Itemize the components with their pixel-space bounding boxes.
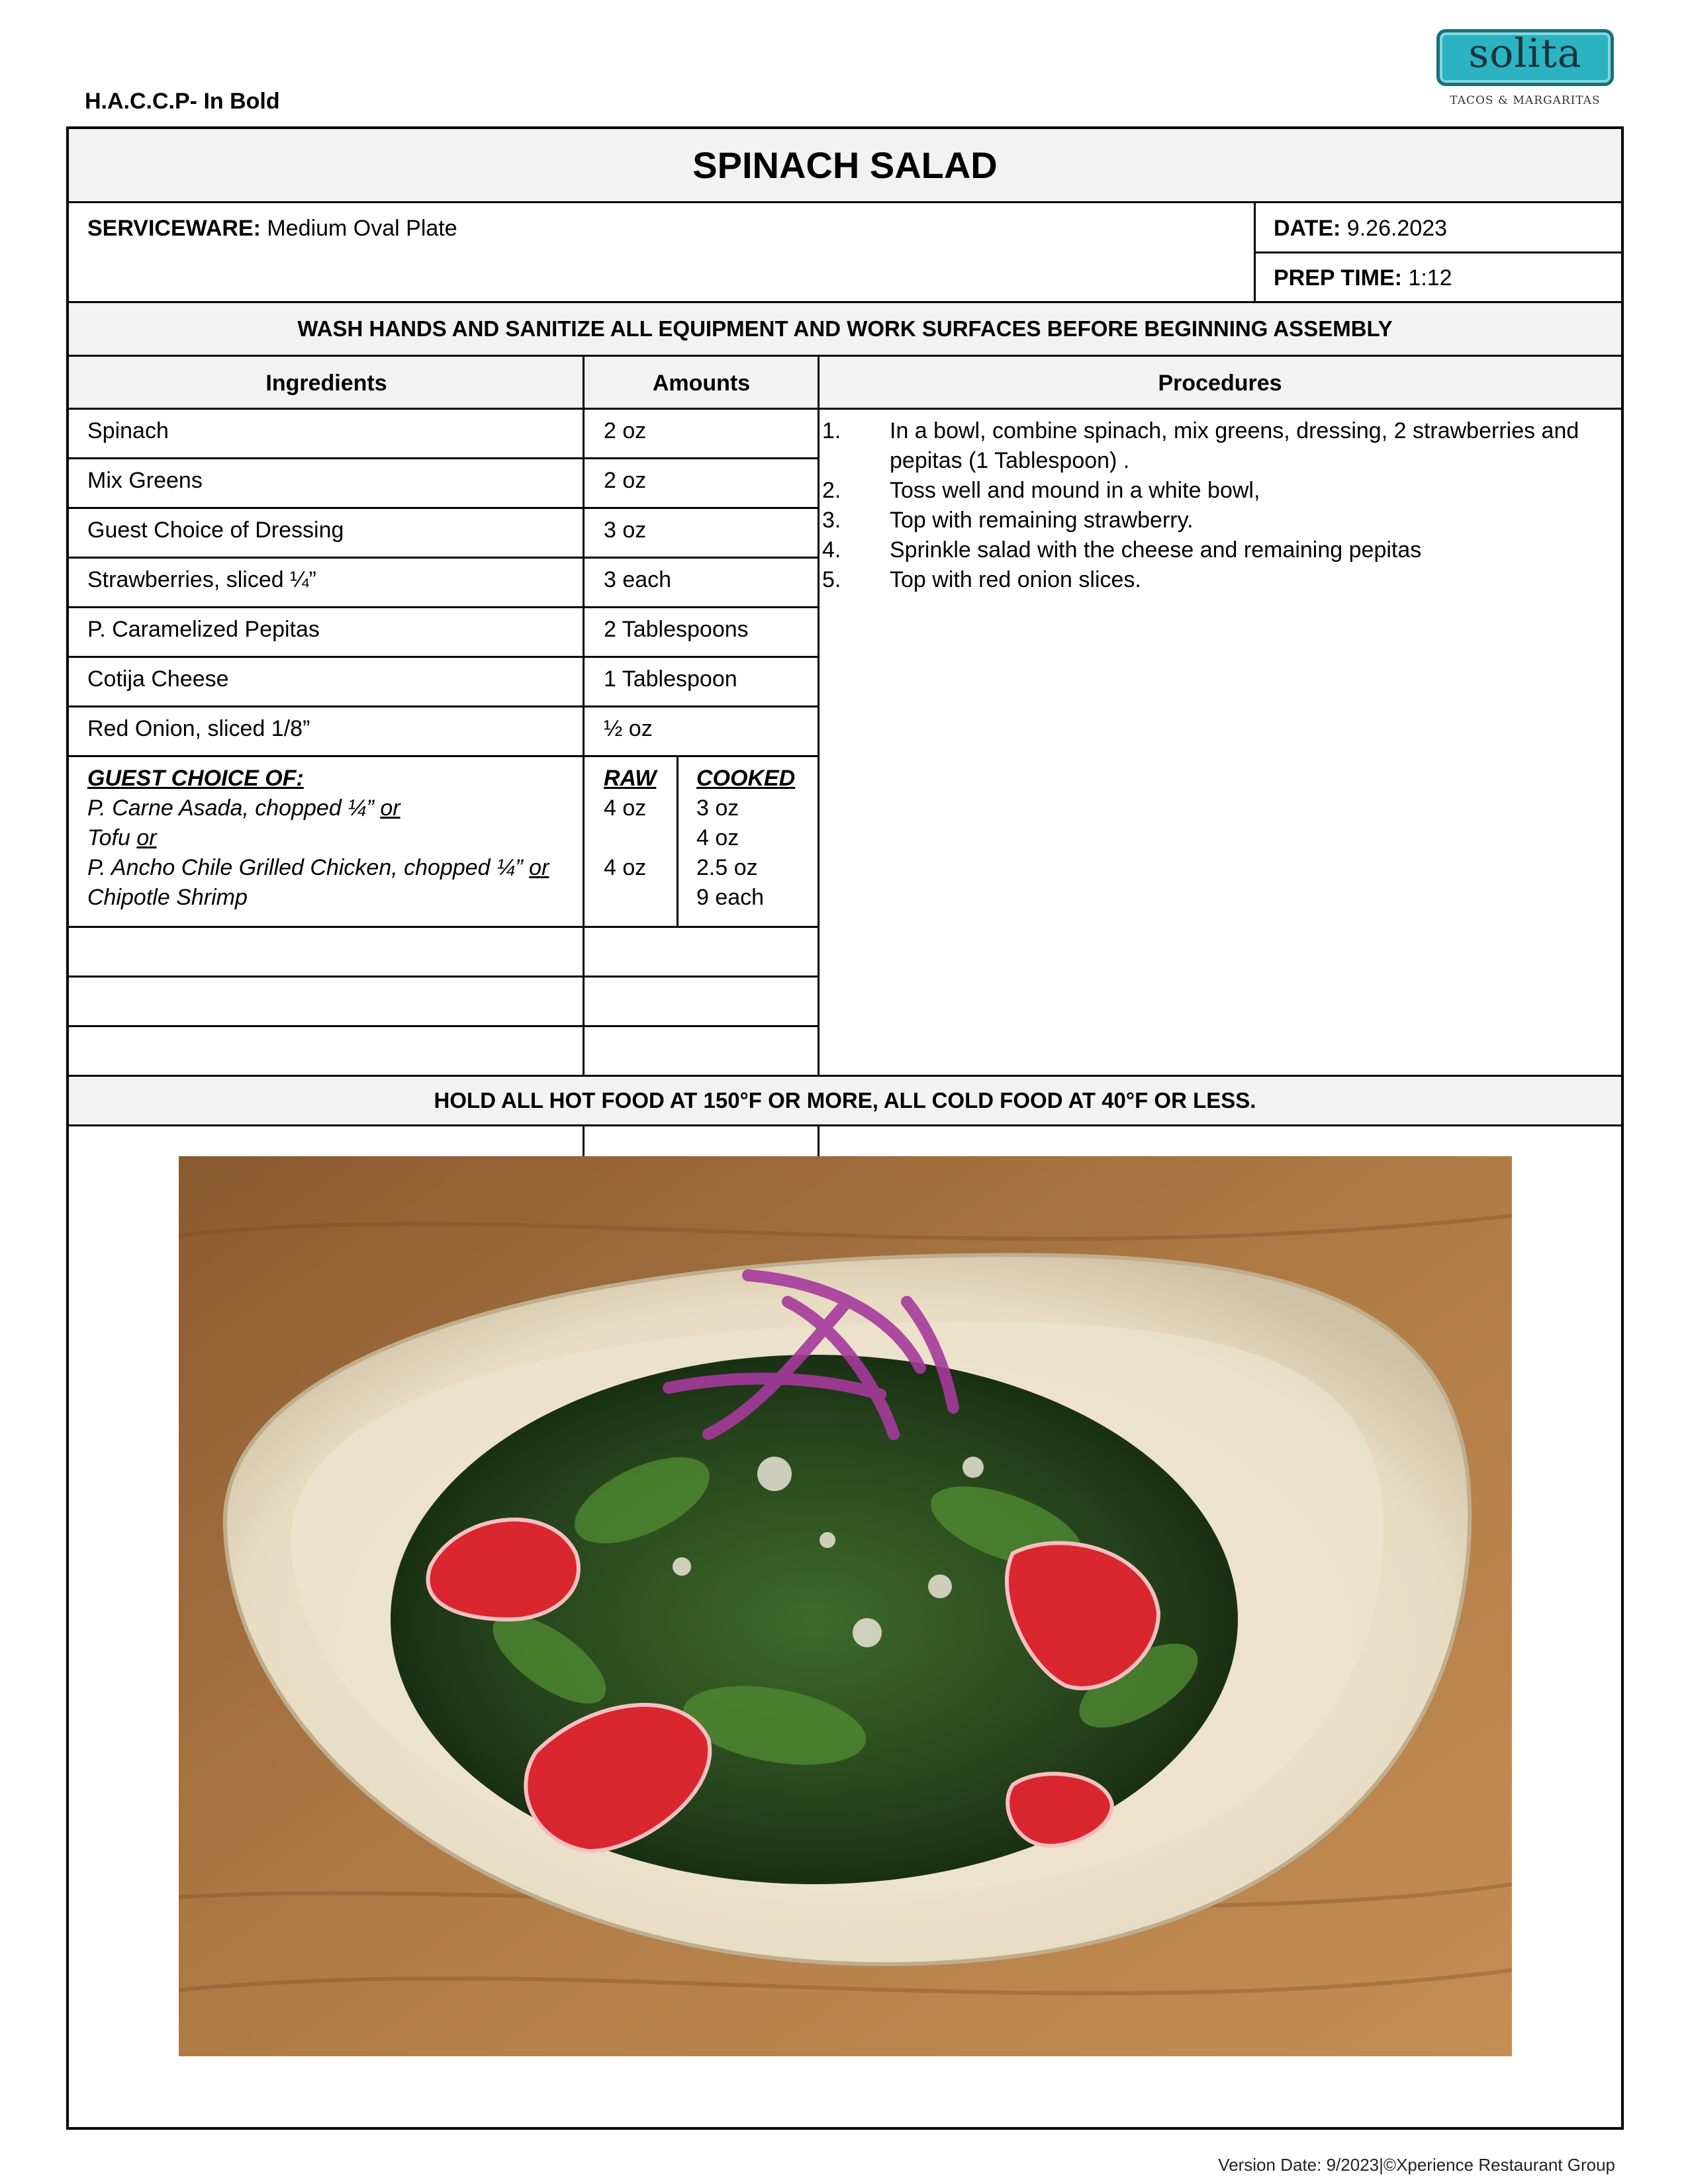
ingredient-name: Guest Choice of Dressing bbox=[87, 518, 344, 543]
guest-choice-options: GUEST CHOICE OF: P. Carne Asada, chopped ¼” or Tofu or P. Ancho Chile Grilled Chicken, chopped ¼” or Chipotle Shrimp bbox=[87, 766, 549, 910]
date-field: DATE: 9.26.2023 bbox=[1274, 216, 1448, 241]
ingredient-name: Cotija Cheese bbox=[87, 666, 229, 692]
ingredient-name: Strawberries, sliced ¼” bbox=[87, 567, 316, 592]
procedure-step: 2. Toss well and mound in a white bowl, bbox=[822, 478, 1260, 503]
haccp-note: H.A.C.C.P- In Bold bbox=[85, 89, 280, 114]
ingredient-amount: 2 Tablespoons bbox=[604, 617, 749, 642]
ingredient-amount: 3 oz bbox=[604, 518, 647, 543]
procedure-step: 5. Top with red onion slices. bbox=[822, 567, 1141, 592]
ingredient-name: Red Onion, sliced 1/8” bbox=[87, 716, 310, 741]
cooked-amounts: COOKED 3 oz 4 oz 2.5 oz 9 each bbox=[696, 766, 796, 910]
wash-hands-notice: WASH HANDS AND SANITIZE ALL EQUIPMENT AND WORK SURFACES BEFORE BEGINNING ASSEMBLY bbox=[69, 303, 1621, 355]
solita-logo bbox=[1435, 26, 1615, 111]
procedure-step: 1. In a bowl, combine spinach, mix greens, dressing, 2 strawberries and pepitas (1 Tablespoon) . bbox=[822, 418, 1579, 473]
procedures-header: Procedures bbox=[1158, 370, 1282, 396]
ingredients-header: Ingredients bbox=[265, 370, 387, 396]
procedures-list bbox=[822, 416, 1603, 595]
ingredient-name: Mix Greens bbox=[87, 468, 203, 493]
ingredient-name: Spinach bbox=[87, 418, 169, 443]
amounts-header: Amounts bbox=[652, 370, 751, 396]
ingredient-amount: 2 oz bbox=[604, 418, 647, 443]
serviceware-field: SERVICEWARE: Medium Oval Plate bbox=[87, 216, 457, 241]
ingredient-amount: 1 Tablespoon bbox=[604, 666, 737, 692]
hold-temperature-notice: HOLD ALL HOT FOOD AT 150°F OR MORE, ALL COLD FOOD AT 40°F OR LESS. bbox=[69, 1077, 1621, 1124]
logo-tagline: TACOS & MARGARITAS bbox=[1450, 94, 1601, 107]
recipe-card bbox=[66, 126, 1624, 2130]
logo-wordmark: solita bbox=[1468, 30, 1582, 77]
procedure-step: 3. Top with remaining strawberry. bbox=[822, 508, 1194, 533]
ingredient-amount: ½ oz bbox=[604, 716, 653, 741]
raw-amounts: RAW 4 oz 4 oz bbox=[604, 766, 657, 880]
prep-time-field: PREP TIME: 1:12 bbox=[1274, 265, 1452, 291]
procedure-step: 4. Sprinkle salad with the cheese and remaining pepitas bbox=[822, 537, 1422, 563]
ingredient-amount: 3 each bbox=[604, 567, 672, 592]
salad-photo bbox=[179, 1156, 1512, 2056]
recipe-title: SPINACH SALAD bbox=[69, 129, 1621, 203]
version-footer: Version Date: 9/2023|©Xperience Restaurant Group bbox=[1218, 2155, 1615, 2175]
ingredient-amount: 2 oz bbox=[604, 468, 647, 493]
ingredient-name: P. Caramelized Pepitas bbox=[87, 617, 320, 642]
